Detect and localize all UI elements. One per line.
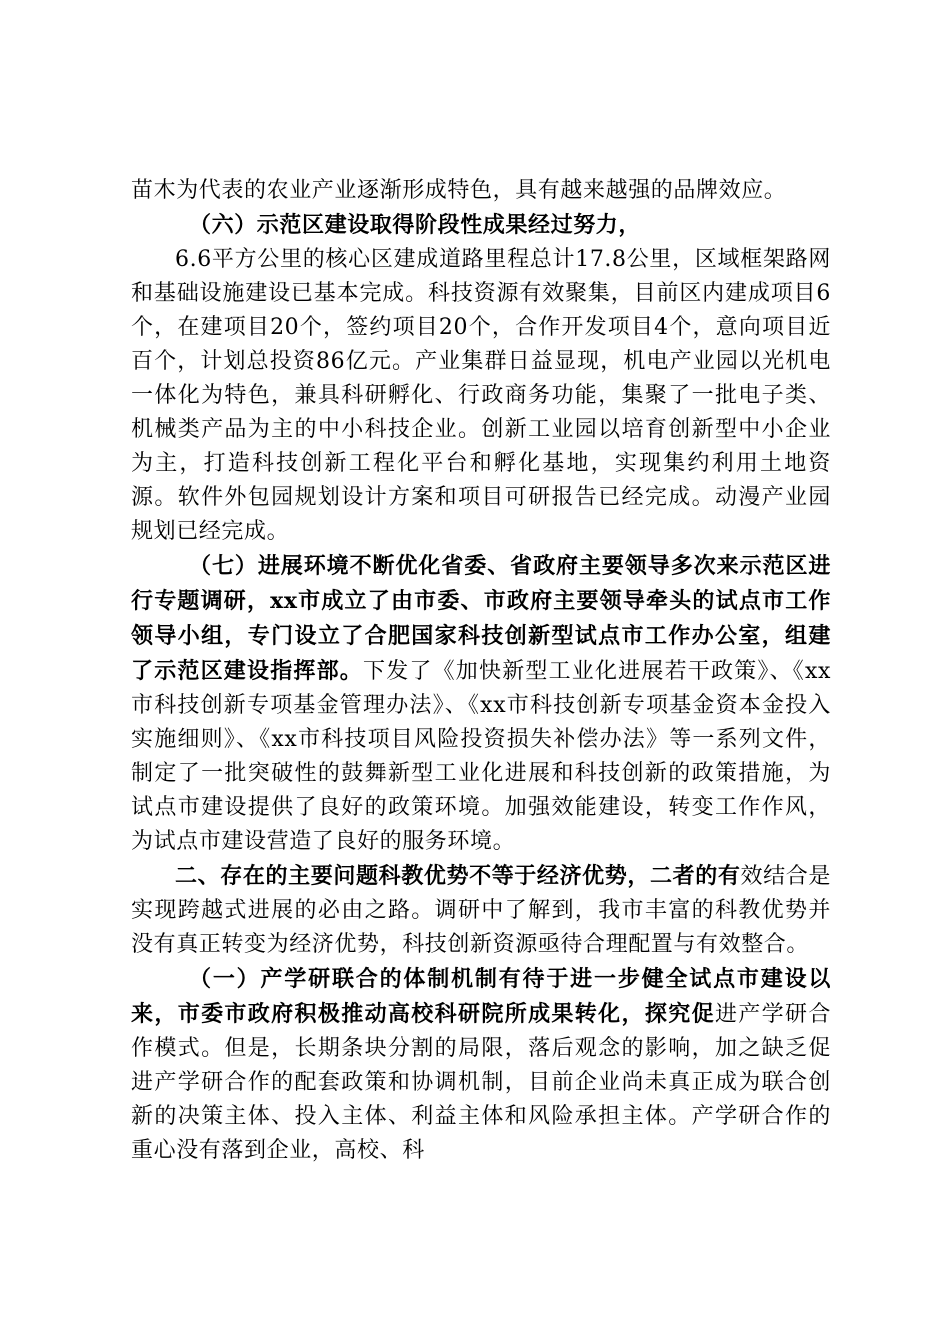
paragraph-bold-lead: （七）进展环境不断优化省委、省政府主要领导多次来示范区进行专题调研，xx市成立了由市委、市政府主要领导牵头的试点市工作领导小组，专门设立了合肥国家科技创新型试点市工作办公室，组建了示范区建设指挥部。 — [131, 553, 831, 684]
paragraph-text: 6.6平方公里的核心区建成道路里程总计17.8公里，区域框架路网和基础设施建设已基本完成。科技资源有效聚集，目前区内建成项目6个，在建项目20个，签约项目20个，合作开发项目4个，意向项目近百个，计划总投资86亿元。产业集群日益显现，机电产业园以光机电一体化为特色，兼具科研孵化、行政商务功能，集聚了一批电子类、机械类产品为主的中小科技企业。创新工业园以培育创新型中小企业为主，打造科技创新工程化平台和孵化基地，实现集约利用土地资源。软件外包园规划设计方案和项目可研报告已经完成。动漫产业园规划已经完成。 — [131, 247, 831, 544]
paragraph-main-problems — [131, 859, 831, 962]
heading-section-six — [131, 208, 831, 243]
paragraph-text: 苗木为代表的农业产业逐渐形成特色，具有越来越强的品牌效应。 — [131, 178, 787, 203]
paragraph-text: 效结合是实现跨越式进展的必由之路。调研中了解到，我市丰富的科教优势并没有真正转变为经济优势，科技创新资源亟待合理配置与有效整合。 — [131, 864, 831, 957]
document-page — [131, 174, 831, 1168]
paragraph-section-one — [131, 962, 831, 1168]
paragraph-bold-lead: （一）产学研联合的体制机制有待于进一步健全试点市建设以来，市委市政府积极推动高校科研院所成果转化，探究促 — [131, 966, 831, 1027]
paragraph-bold-lead: （六）示范区建设取得阶段性成果经过努力， — [189, 212, 642, 238]
paragraph-text: 进产学研合作模式。但是，长期条块分割的局限，落后观念的影响，加之缺乏促进产学研合作的配套政策和协调机制，目前企业尚未真正成为联合创新的决策主体、投入主体、利益主体和风险承担主体。产学研合作的重心没有落到企业，高校、科 — [131, 1002, 831, 1163]
paragraph-text: 下发了《加快新型工业化进展若干政策》、《xx市科技创新专项基金管理办法》、《xx市科技创新专项基金资本金投入实施细则》、《xx市科技项目风险投资损失补偿办法》等一系列文件，制定了一批突破性的鼓舞新型工业化进展和科技创新的政策措施，为试点市建设提供了良好的政策环境。加强效能建设，转变工作作风，为试点市建设营造了良好的服务环境。 — [131, 659, 831, 854]
paragraph-agriculture — [131, 174, 831, 208]
paragraph-bold-lead: 二、存在的主要问题科教优势不等于经济优势，二者的有 — [175, 863, 741, 889]
paragraph-section-seven — [131, 549, 831, 859]
paragraph-core-area — [131, 243, 831, 549]
